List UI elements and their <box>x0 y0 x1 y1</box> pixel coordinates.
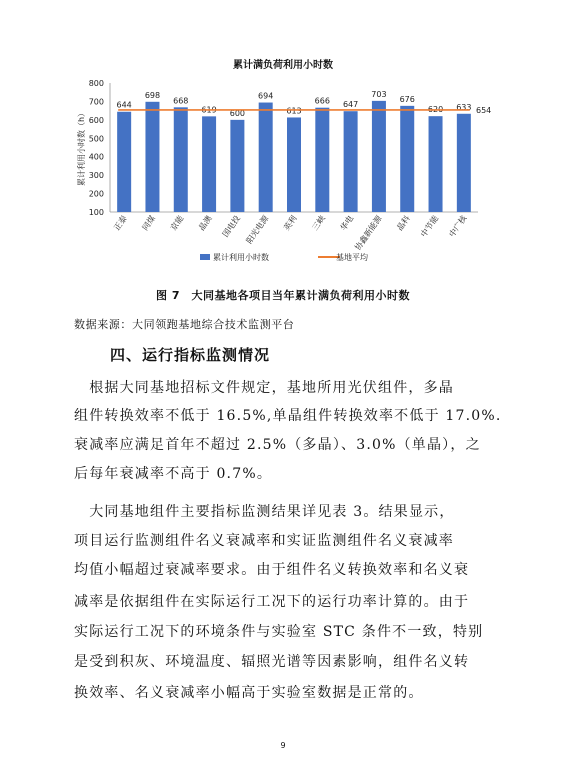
bar <box>202 116 216 212</box>
bar <box>259 103 273 212</box>
paragraph-line: 实际运行工况下的环境条件与实验室 STC 条件不一致，特别 <box>74 624 484 640</box>
x-tick-label: 京能 <box>168 213 186 233</box>
bar <box>315 108 329 212</box>
paragraph-line: 组件转换效率不低于 16.5%,单晶组件转换效率不低于 17.0%. <box>74 408 502 424</box>
x-tick-label: 阳光电源 <box>244 213 271 246</box>
bar <box>372 101 386 212</box>
y-tick-label: 200 <box>88 189 104 199</box>
bar <box>344 111 358 212</box>
x-tick-label: 三峡 <box>310 213 327 233</box>
paragraph-line: 均值小幅超过衰减率要求。由于组件名义转换效率和名义衰 <box>74 562 470 578</box>
legend-bar-label: 累计利用小时数 <box>213 253 269 262</box>
y-tick-label: 500 <box>88 134 104 144</box>
x-tick-label: 晶澳 <box>197 213 214 233</box>
paragraph-line: 根据大同基地招标文件规定，基地所用光伏组件，多晶 <box>74 380 454 396</box>
bar-value-label: 613 <box>286 106 302 116</box>
x-tick-label: 晶科 <box>395 213 412 233</box>
bar-value-label: 600 <box>229 108 246 118</box>
x-tick-label: 同煤 <box>140 213 158 233</box>
bar <box>174 107 188 212</box>
y-tick-label: 100 <box>88 208 104 217</box>
bar-chart <box>0 0 566 270</box>
data-source: 数据来源：大同领跑基地综合技术监测平台 <box>74 318 295 331</box>
bar-value-label: 666 <box>314 96 330 106</box>
y-tick-label: 400 <box>88 152 104 162</box>
legend-line-label: 基地平均 <box>336 253 368 262</box>
paragraph-line: 后每年衰减率不高于 0.7%。 <box>74 466 273 482</box>
y-axis-label: 累计利用小时数（h） <box>77 108 86 187</box>
x-tick-label: 正泰 <box>112 213 129 233</box>
paragraph-line: 减率是依据组件在实际运行工况下的运行功率计算的。由于 <box>74 594 470 610</box>
paragraph-line: 换效率、名义衰减率小幅高于实验室数据是正常的。 <box>74 685 424 701</box>
bar <box>400 106 414 212</box>
x-tick-label: 中广核 <box>447 213 469 239</box>
y-tick-label: 300 <box>88 171 104 181</box>
x-tick-label: 协鑫新能源 <box>353 213 384 252</box>
bar-value-label: 620 <box>427 105 444 115</box>
bar <box>117 112 131 212</box>
y-tick-label: 800 <box>88 79 104 88</box>
bar <box>287 117 301 212</box>
x-tick-label: 国电投 <box>220 213 243 239</box>
bar-value-label: 703 <box>371 89 387 99</box>
legend-bar-swatch <box>200 254 210 260</box>
paragraph-line: 大同基地组件主要指标监测结果详见表 3。结果显示， <box>74 504 455 520</box>
paragraph-line: 衰减率应满足首年不超过 2.5%（多晶）、3.0%（单晶），之 <box>74 437 481 453</box>
bar-value-label: 668 <box>173 96 189 106</box>
bar-value-label: 644 <box>116 100 132 110</box>
bar <box>145 102 159 212</box>
bar <box>429 116 443 212</box>
figure-caption: 图 7 大同基地各项目当年累计满负荷利用小时数 <box>156 289 410 302</box>
chart-svg <box>0 0 566 270</box>
bar-value-label: 647 <box>342 100 359 110</box>
bar-value-label: 676 <box>399 94 415 104</box>
bar-value-label: 619 <box>201 105 217 115</box>
bar <box>230 120 244 212</box>
paragraph-line: 是受到积灰、环境温度、辐照光谱等因素影响，组件名义转 <box>74 654 470 670</box>
y-tick-label: 600 <box>88 115 104 125</box>
chart-title: 累计满负荷利用小时数 <box>233 60 333 71</box>
y-tick-label: 700 <box>88 97 104 107</box>
bar-value-label: 698 <box>144 90 161 100</box>
page-number: 9 <box>280 741 286 750</box>
x-tick-label: 中节能 <box>419 213 441 239</box>
bar-value-label: 694 <box>258 91 274 101</box>
x-tick-label: 华电 <box>338 213 356 233</box>
x-tick-label: 英利 <box>282 213 299 233</box>
section-heading: 四、运行指标监测情况 <box>110 346 271 364</box>
bar-value-label: 633 <box>456 102 472 112</box>
average-value-label: 654 <box>476 105 492 115</box>
bar <box>457 114 471 212</box>
paragraph-line: 项目运行监测组件名义衰减率和实证监测组件名义衰减率 <box>74 533 454 549</box>
